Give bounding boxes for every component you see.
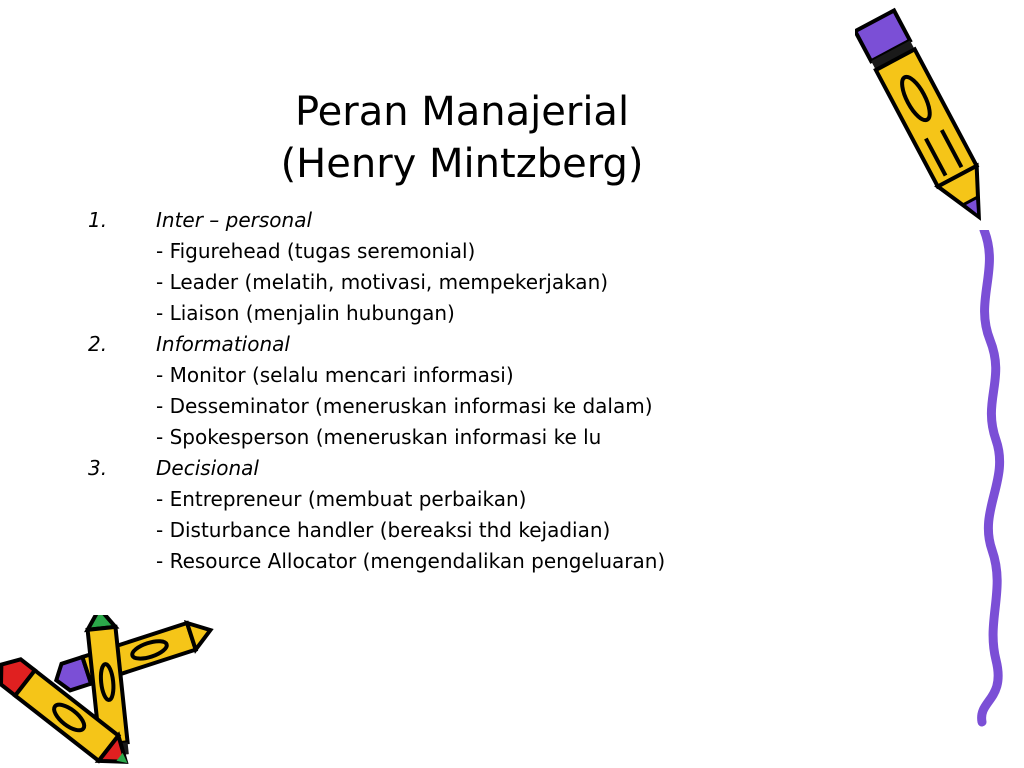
section-title: Decisional — [156, 456, 259, 480]
list-item: - Leader (melatih, motivasi, mempekerjakan) — [156, 270, 609, 294]
title-line-1: Peran Manajerial — [294, 89, 630, 135]
section-heading — [88, 329, 788, 360]
slide-title — [200, 86, 724, 190]
section-decisional — [88, 453, 788, 577]
section-number: 3. — [88, 456, 108, 480]
list-item: - Monitor (selalu mencari informasi) — [156, 363, 514, 387]
list-item: - Figurehead (tugas seremonial) — [156, 239, 476, 263]
squiggle-line-icon — [960, 230, 1020, 730]
section-number: 2. — [88, 332, 108, 356]
section-interpersonal — [88, 205, 788, 329]
role-list — [88, 205, 788, 577]
list-item: - Entrepreneur (membuat perbaikan) — [156, 487, 527, 511]
pencil-icon — [855, 0, 1005, 250]
section-heading — [88, 205, 788, 236]
title-line-2: (Henry Mintzberg) — [280, 141, 644, 187]
section-title: Informational — [156, 332, 290, 356]
pencil-icon — [0, 615, 215, 765]
section-heading — [88, 453, 788, 484]
list-item: - Disturbance handler (bereaksi thd kejadian) — [156, 518, 611, 542]
list-item: - Desseminator (meneruskan informasi ke dalam) — [156, 394, 653, 418]
list-item: - Liaison (menjalin hubungan) — [156, 301, 455, 325]
section-title: Inter – personal — [156, 208, 313, 232]
list-item: - Spokesperson (meneruskan informasi ke lu — [156, 425, 602, 449]
section-informational — [88, 329, 788, 453]
list-item: - Resource Allocator (mengendalikan pengeluaran) — [156, 549, 666, 573]
section-number: 1. — [88, 208, 108, 232]
